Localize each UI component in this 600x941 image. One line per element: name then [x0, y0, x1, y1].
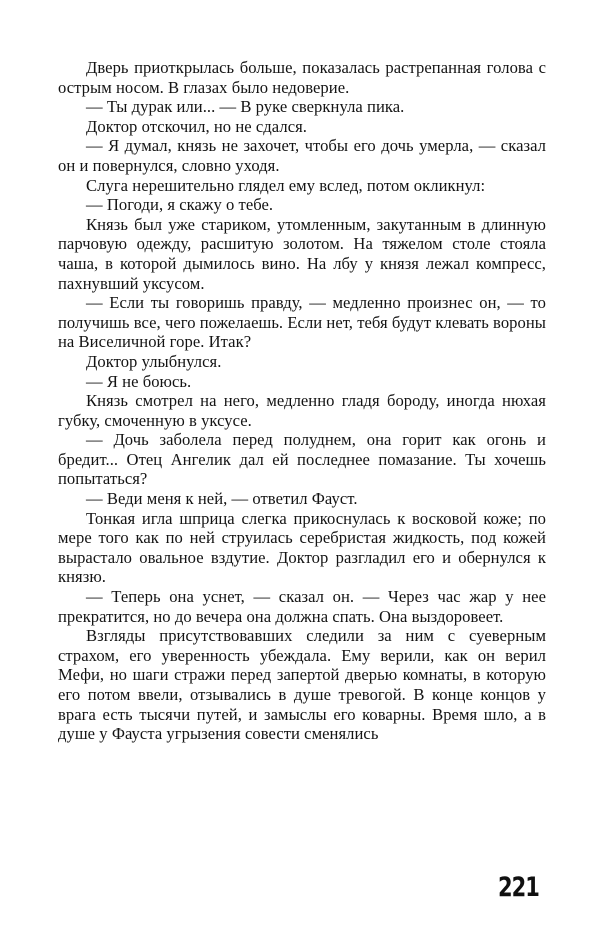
paragraph: Тонкая игла шприца слегка прикоснулась к восковой коже; по мере того как по ней струилась серебристая жидкость, под кожей вырастало овальное вздутие. Доктор разгладил его и обернулся к князю. [58, 508, 546, 587]
paragraph: Дверь приоткрылась больше, показалась растрепанная голова с острым носом. В глазах было недоверие. [58, 58, 546, 97]
paragraph: Слуга нерешительно глядел ему вслед, потом окликнул: [86, 175, 486, 195]
paragraph: — Я думал, князь не захочет, чтобы его дочь умерла, — сказал он и повернулся, словно уходя. [58, 136, 546, 175]
paragraph: — Я не боюсь. [86, 371, 192, 391]
page-text [58, 58, 546, 744]
paragraph: — Теперь она уснет, — сказал он. — Через час жар у нее прекратится, но до вечера она должна спать. Она выздоровеет. [58, 587, 546, 626]
paragraph: — Погоди, я скажу о тебе. [86, 195, 274, 215]
paragraph: Доктор улыбнулся. [86, 351, 222, 371]
paragraph: Взгляды присутствовавших следили за ним с суеверным страхом, его уверенность убеждала. Ему верили, как он верил Мефи, но шаги стражи перед запертой дверью комнаты, в которую его потом ввели, отзывались в душе тревогой. В конце концов у врага есть тысячи путей, и замыслы его коварны. Время шло, а в душе у Фауста угрызения совести сменялись [58, 626, 546, 744]
paragraph: — Ты дурак или... — В руке сверкнула пика. [86, 97, 405, 117]
paragraph: Князь смотрел на него, медленно гладя бороду, иногда нюхая губку, смоченную в уксусе. [58, 391, 546, 430]
paragraph: Доктор отскочил, но не сдался. [86, 116, 307, 136]
paragraph: — Дочь заболела перед полуднем, она горит как огонь и бредит... Отец Ангелик дал ей последнее помазание. Ты хочешь попытаться? [58, 430, 546, 489]
paragraph: — Если ты говоришь правду, — медленно произнес он, — то получишь все, чего пожелаешь. Если нет, тебя будут клевать вороны на Виселичной горе. Итак? [58, 293, 546, 352]
paragraph: — Веди меня к ней, — ответил Фауст. [86, 489, 358, 509]
paragraph: Князь был уже стариком, утомленным, закутанным в длинную парчовую одежду, расшитую золотом. На тяжелом столе стояла чаша, в которой дымилось вино. На лбу у князя лежал компресс, пахнувший уксусом. [58, 214, 546, 293]
page-number: 221 [498, 872, 539, 902]
